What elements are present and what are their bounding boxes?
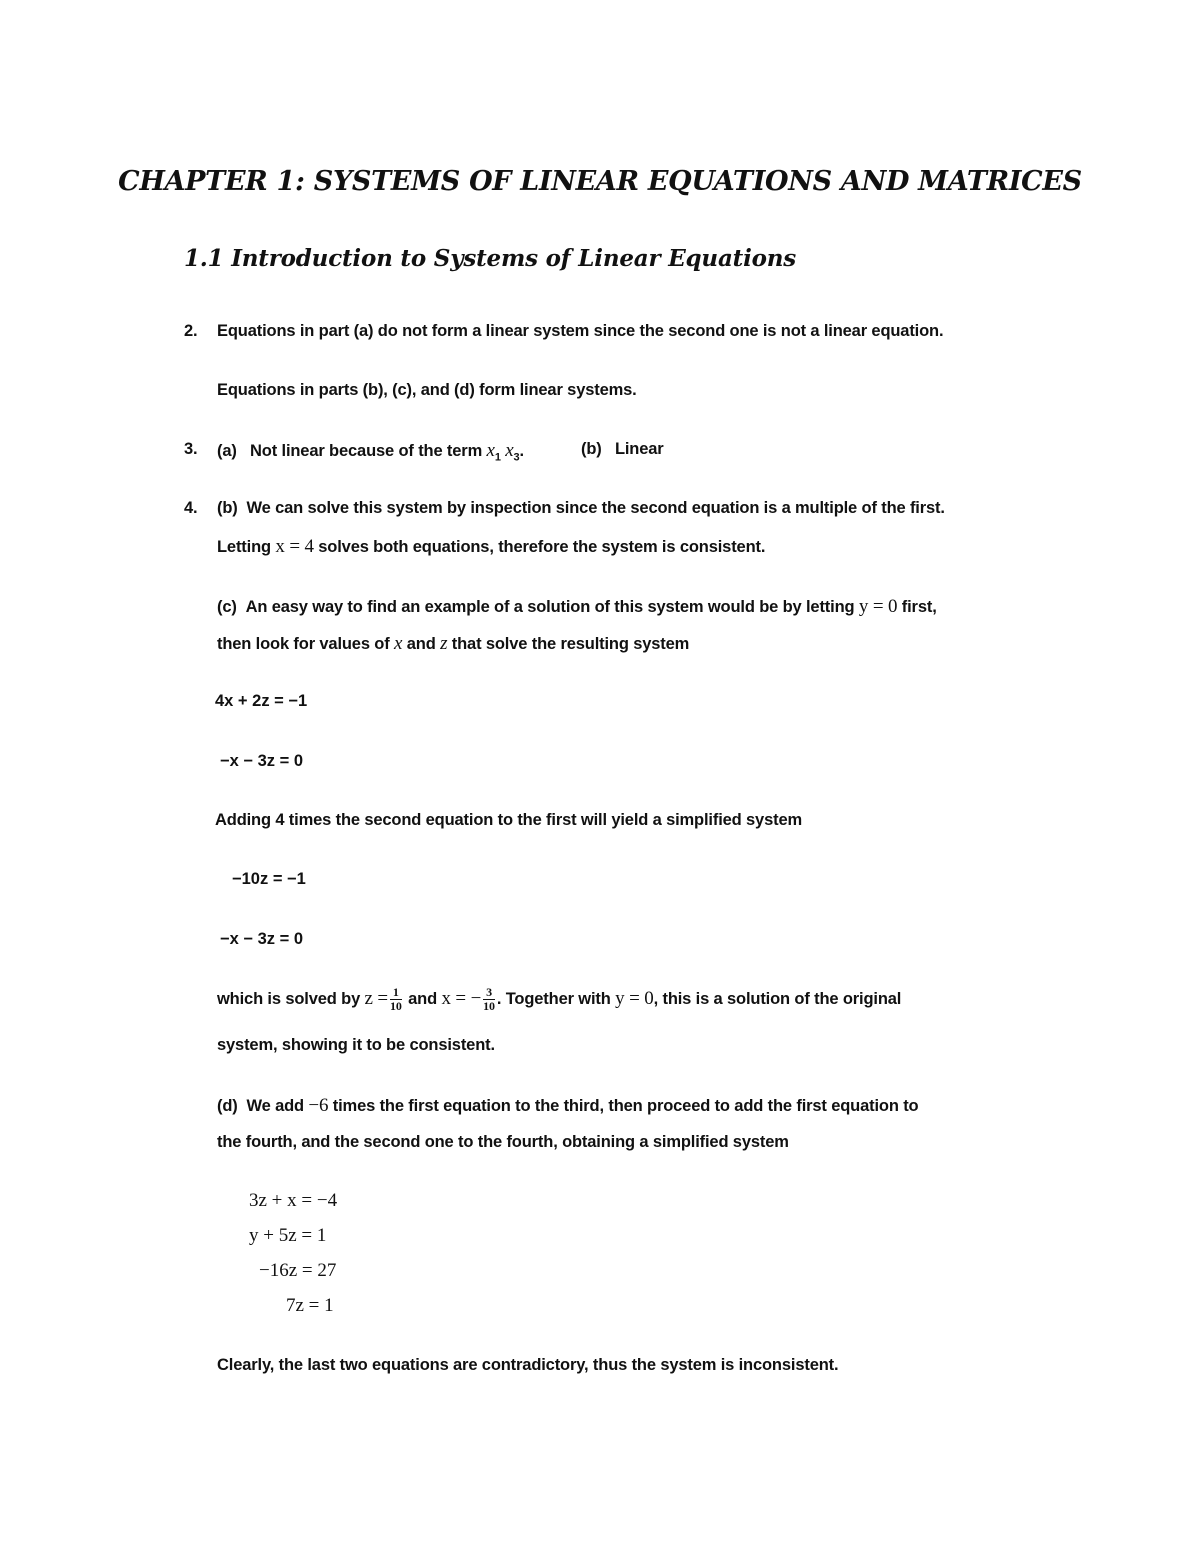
math-z: z bbox=[440, 633, 448, 654]
math-x-equals-minus: x = − bbox=[441, 987, 482, 1009]
system-2-equation-1: −10z = −1 bbox=[232, 870, 306, 888]
fraction-one-tenth bbox=[390, 986, 402, 1013]
term-period: . bbox=[519, 442, 524, 460]
system-2-equation-2: −x − 3z = 0 bbox=[220, 930, 304, 948]
term-var-2: x bbox=[505, 440, 514, 461]
math-y-equals-0: y = 0 bbox=[858, 596, 898, 617]
item-4-c-line-2 bbox=[217, 633, 689, 655]
section-title: 1.1 Introduction to Systems of Linear Equations bbox=[184, 245, 797, 272]
item-number-3: 3. bbox=[184, 440, 198, 458]
fraction-denominator: 10 bbox=[389, 999, 402, 1013]
fraction-numerator: 3 bbox=[483, 986, 495, 1000]
and-text: and bbox=[408, 989, 438, 1008]
item-4-b-line-1 bbox=[217, 499, 945, 518]
fraction-three-tenths bbox=[483, 986, 495, 1013]
system-1-equation-1: 4x + 2z = −1 bbox=[215, 692, 308, 710]
first-text: first, bbox=[901, 598, 937, 616]
part-label-d: (d) bbox=[217, 1097, 238, 1115]
item-number-2: 2. bbox=[184, 322, 198, 340]
part-label-b: (b) bbox=[217, 499, 238, 517]
part-label-b: (b) bbox=[581, 440, 602, 458]
item-3-part-b bbox=[581, 440, 664, 459]
math-x: x bbox=[394, 633, 403, 654]
conclusion-text: Clearly, the last two equations are contradictory, thus the system is inconsistent. bbox=[217, 1356, 839, 1374]
system-1-equation-2: −x − 3z = 0 bbox=[220, 752, 304, 770]
item-2-line-1: Equations in part (a) do not form a linear system since the second one is not a linear equation. bbox=[217, 322, 944, 340]
item-4-b-text: We can solve this system by inspection since the second equation is a multiple of the first. bbox=[246, 499, 945, 517]
math-z-equals: z = bbox=[364, 987, 388, 1009]
term-var-1: x bbox=[486, 440, 495, 461]
values-text: then look for values of bbox=[217, 635, 390, 653]
math-minus-6: −6 bbox=[308, 1095, 329, 1116]
and-text: and bbox=[406, 635, 436, 653]
solved-by-text: which is solved by bbox=[217, 989, 361, 1008]
item-4-c-line-1 bbox=[217, 596, 937, 618]
item-4-d-line-2: the fourth, and the second one to the fourth, obtaining a simplified system bbox=[217, 1133, 789, 1151]
item-3-a-text: Not linear because of the term bbox=[250, 442, 483, 460]
term-sub-2: 3 bbox=[513, 451, 520, 464]
adding-text: Adding 4 times the second equation to the first will yield a simplified system bbox=[215, 811, 802, 829]
system-3-equation-4: 7z = 1 bbox=[286, 1295, 334, 1316]
part-label-a: (a) bbox=[217, 442, 237, 460]
math-y-equals-0: y = 0 bbox=[615, 987, 654, 1009]
fraction-numerator: 1 bbox=[390, 986, 402, 1000]
term-sub-1: 1 bbox=[494, 451, 501, 464]
item-2-line-2: Equations in parts (b), (c), and (d) form linear systems. bbox=[217, 381, 637, 399]
solution-line-2: system, showing it to be consistent. bbox=[217, 1036, 495, 1054]
part-label-c: (c) bbox=[217, 598, 237, 616]
item-3-part-a bbox=[217, 440, 524, 463]
item-number-4: 4. bbox=[184, 499, 198, 517]
item-4-b-line-2 bbox=[217, 536, 765, 558]
system-3-equation-2: y + 5z = 1 bbox=[249, 1225, 327, 1246]
resulting-system-text: that solve the resulting system bbox=[451, 635, 690, 653]
item-4-c-text: An easy way to find an example of a solution of this system would be by letting bbox=[245, 598, 855, 616]
item-4-d-line-1 bbox=[217, 1095, 918, 1117]
we-add-text: We add bbox=[246, 1097, 304, 1115]
system-3-equation-1: 3z + x = −4 bbox=[249, 1190, 338, 1211]
fraction-denominator: 10 bbox=[483, 999, 495, 1013]
original-system-text: , this is a solution of the original bbox=[653, 989, 902, 1008]
letting-text: Letting bbox=[217, 538, 271, 556]
item-4-d-text: times the first equation to the third, then proceed to add the first equation to bbox=[332, 1097, 919, 1115]
math-x-equals-4: x = 4 bbox=[275, 536, 314, 557]
item-3-b-text: Linear bbox=[614, 440, 664, 458]
solution-line-1 bbox=[217, 986, 901, 1013]
consistent-text: solves both equations, therefore the system is consistent. bbox=[318, 538, 766, 556]
together-text: . Together with bbox=[496, 989, 611, 1008]
chapter-title: CHAPTER 1: SYSTEMS OF LINEAR EQUATIONS AND MATRICES bbox=[118, 166, 1082, 197]
system-3-equation-3: −16z = 27 bbox=[259, 1260, 337, 1281]
